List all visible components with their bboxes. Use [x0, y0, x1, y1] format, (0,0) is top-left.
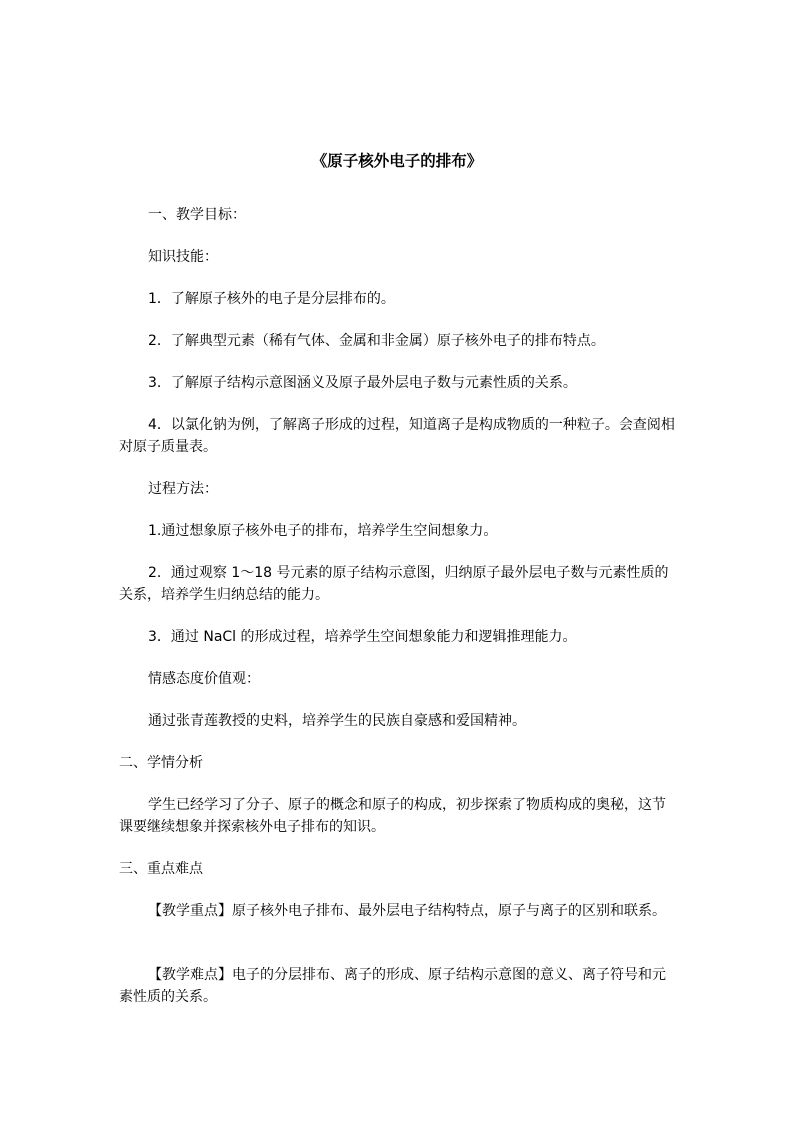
process-item-2: 2．通过观察 1～18 号元素的原子结构示意图，归纳原子最外层电子数与元素性质的关系，培养学生归纳总结的能力。	[119, 565, 669, 603]
subheading-process-methods: 过程方法：	[148, 481, 218, 497]
subheading-attitudes-values: 情感态度价值观：	[148, 671, 260, 687]
process-item-3: 3．通过 NaCl 的形成过程，培养学生空间想象能力和逻辑推理能力。	[148, 629, 577, 645]
knowledge-item-3: 3．了解原子结构示意图涵义及原子最外层电子数与元素性质的关系。	[148, 375, 577, 391]
knowledge-item-4: 4．以氯化钠为例，了解离子形成的过程，知道离子是构成物质的一种粒子。会查阅相对原子质量表。	[119, 417, 675, 455]
knowledge-item-2: 2．了解典型元素（稀有气体、金属和非金属）原子核外电子的排布特点。	[148, 333, 605, 349]
section-heading-objectives: 一、教学目标：	[148, 207, 246, 223]
attitude-item: 通过张青莲教授的史料，培养学生的民族自豪感和爱国精神。	[148, 713, 526, 729]
process-item-1: 1.通过想象原子核外电子的排布，培养学生空间想象力。	[148, 523, 498, 539]
section-heading-learning-analysis: 二、学情分析	[119, 755, 203, 771]
document-title: 《原子核外电子的排布》	[311, 152, 483, 170]
learning-analysis-text: 学生已经学习了分子、原子的概念和原子的构成，初步探索了物质构成的奥秘，这节课要继续想象并探索核外电子排布的知识。	[119, 797, 666, 835]
subheading-knowledge-skills: 知识技能：	[148, 249, 218, 265]
teaching-focus: 【教学重点】原子核外电子排布、最外层电子结构特点，原子与离子的区别和联系。	[148, 903, 666, 919]
knowledge-item-1: 1．了解原子核外的电子是分层排布的。	[148, 291, 395, 307]
teaching-difficulty: 【教学难点】电子的分层排布、离子的形成、原子结构示意图的意义、离子符号和元素性质的关系。	[119, 967, 666, 1005]
section-heading-key-points: 三、重点难点	[119, 861, 203, 877]
